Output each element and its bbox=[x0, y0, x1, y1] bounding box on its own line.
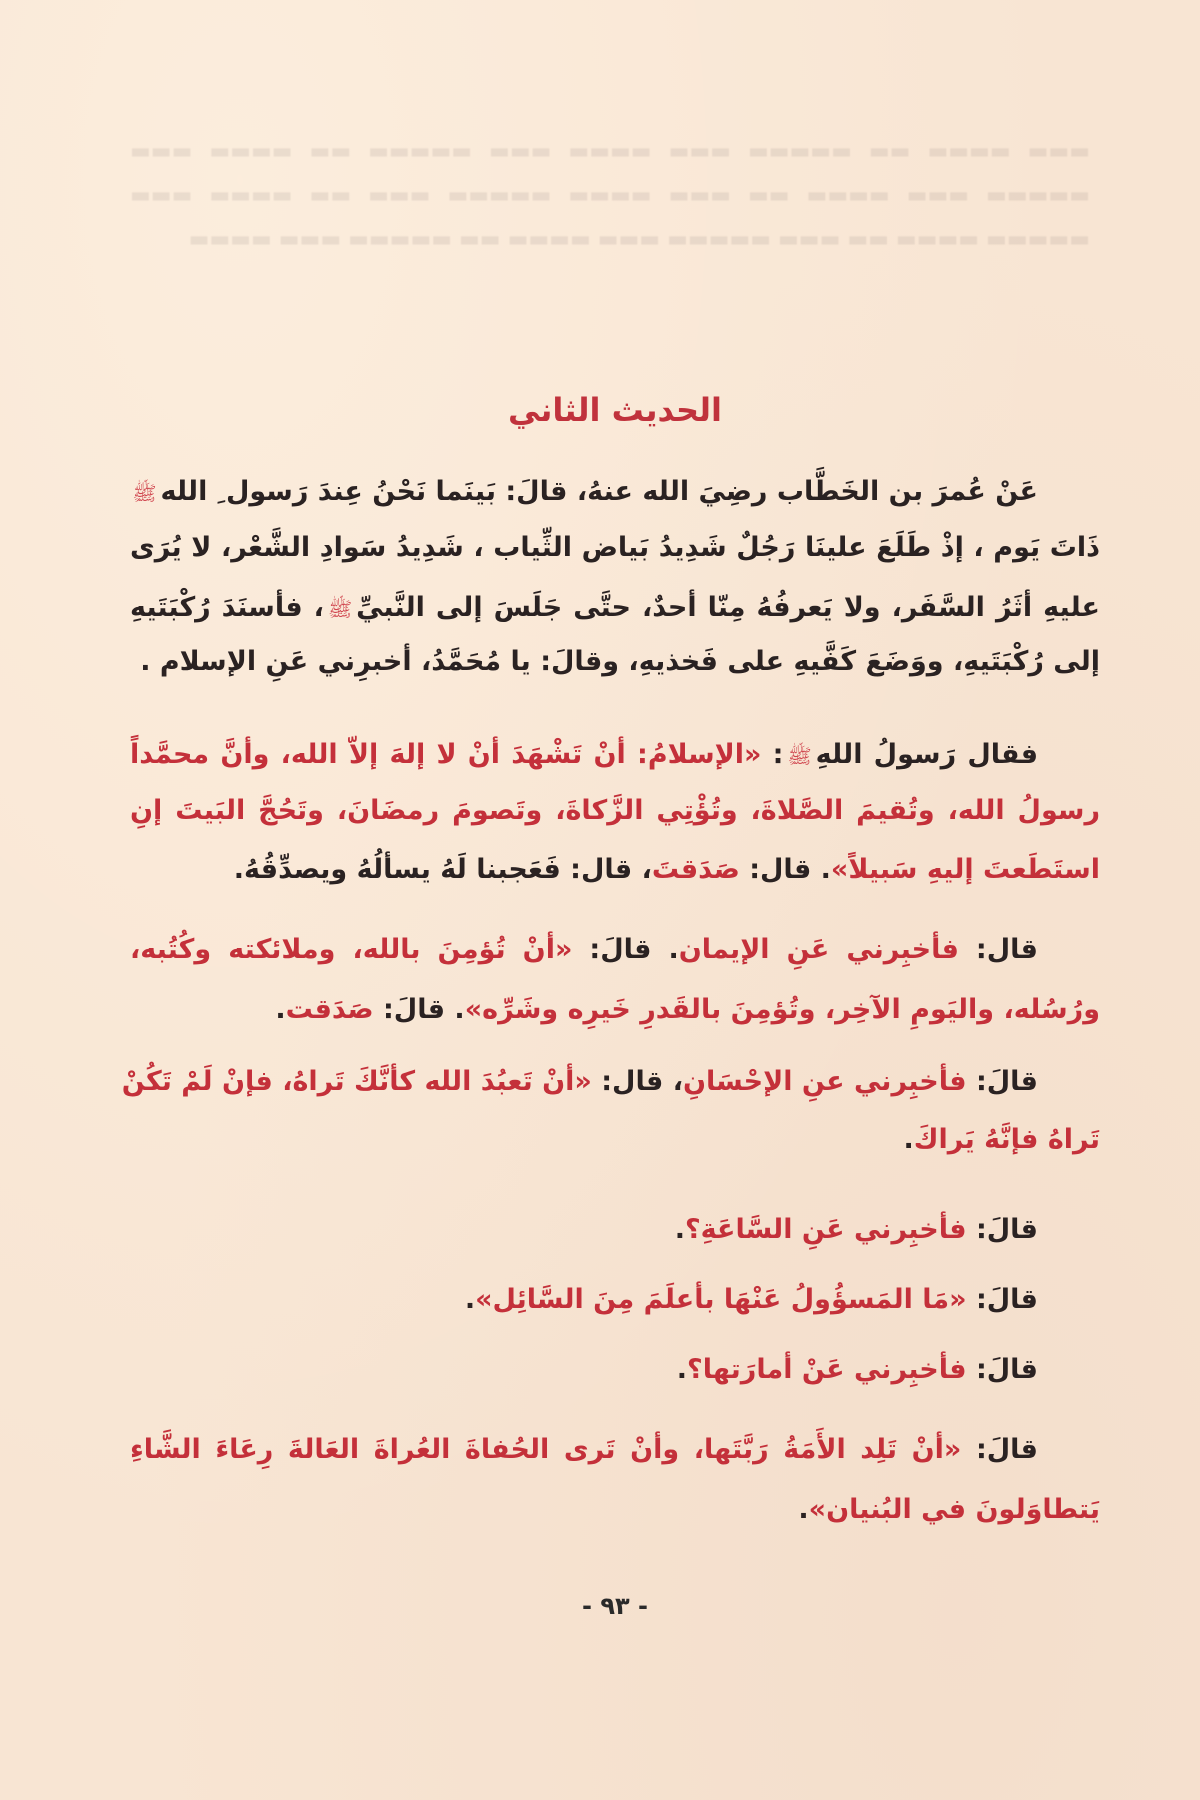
hadith-quote-text: فأخبِرني عَنْ أمارَتها؟ bbox=[687, 1354, 967, 1385]
salawat-icon: ﷺ bbox=[132, 480, 157, 505]
hadith-quote-text: صَدَقتَ bbox=[651, 854, 740, 885]
narration-text: . قالَ: bbox=[373, 994, 465, 1025]
text-line bbox=[130, 1345, 1100, 1395]
text-line bbox=[130, 523, 1100, 573]
hadith-quote-text: رسولُ الله، وتُقيمَ الصَّلاةَ، وتُؤْتِي الزَّكاةَ، وتَصومَ رمضَانَ، وتَحُجَّ البَيتَ إنِ bbox=[130, 795, 1100, 826]
narration-text: عليهِ أثَرُ السَّفَر، ولا يَعرفُهُ مِنّا أحدٌ، حتَّى جَلَسَ إلى النَّبيِّ bbox=[356, 592, 1100, 623]
narration-text: : bbox=[761, 739, 784, 770]
text-line bbox=[130, 730, 1100, 781]
narration-text: . bbox=[464, 1284, 476, 1315]
narration-text: قالَ: bbox=[966, 1354, 1038, 1385]
narration-text: قالَ: bbox=[966, 1214, 1038, 1245]
narration-text: ، قال: bbox=[591, 1066, 683, 1097]
narration-text: . قالَ: bbox=[572, 934, 679, 965]
bleed-through-texture: ▬▬▬ ▬▬▬▬ ▬▬ ▬▬▬▬▬ ▬▬▬ ▬▬▬▬ ▬▬▬ ▬▬▬▬▬ ▬▬ ▬▬▬▬ ▬▬▬ ▬▬▬▬▬ ▬▬▬ ▬▬▬▬ ▬▬ ▬▬▬ ▬▬▬▬ ▬▬▬▬▬ ▬▬▬ ▬▬ ▬▬▬▬ ▬▬▬ ▬▬▬▬▬ ▬▬▬▬ ▬▬ ▬▬▬ ▬▬▬▬▬ ▬▬▬ ▬▬▬▬ ▬▬ ▬▬▬▬▬ ▬▬▬ ▬▬▬▬ bbox=[130, 139, 1090, 252]
narration-text: قالَ: bbox=[966, 1284, 1038, 1315]
hadith-quote-text: «أنْ تَعبُدَ الله كأنَّكَ تَراهُ، فإنْ لَمْ تَكُنْ bbox=[121, 1066, 592, 1097]
narration-text: قال: bbox=[958, 934, 1038, 965]
narration-text: عَنْ عُمرَ بن الخَطَّاب رضِيَ الله عنهُ، قالَ: بَينَما نَحْنُ عِندَ رَسول ِ الله bbox=[160, 476, 1038, 507]
hadith-quote-text: فأخبِرني عنِ الإحْسَانِ bbox=[682, 1066, 967, 1097]
hadith-quote-text: «أنْ تَلِد الأَمَةُ رَبَّتَها، وأنْ تَرى الحُفاةَ العُراةَ العَالةَ رِعَاءَ الشَّاءِ bbox=[130, 1434, 962, 1465]
text-line bbox=[130, 845, 1100, 895]
hadith-quote-text: تَراهُ فإنَّهُ يَراكَ bbox=[913, 1124, 1100, 1155]
narration-text: فقال رَسولُ اللهِ bbox=[815, 739, 1038, 770]
text-line bbox=[130, 1485, 1100, 1535]
narration-text: . bbox=[275, 994, 286, 1025]
text-line bbox=[130, 1205, 1100, 1255]
narration-text: . bbox=[676, 1354, 688, 1385]
narration-text: ذَاتَ يَوم ، إذْ طَلَعَ علينَا رَجُلٌ شَدِيدُ بَياض الثِّياب ، شَدِيدُ سَوادِ الشَّعْر، لا يُرَى bbox=[130, 532, 1100, 563]
narration-text: قالَ: bbox=[961, 1434, 1038, 1465]
page-number: - ٩٣ - bbox=[582, 1592, 648, 1620]
narration-text: قالَ: bbox=[966, 1066, 1038, 1097]
hadith-quote-text: استَطَعتَ إليهِ سَبيلاً» bbox=[830, 854, 1100, 885]
hadith-quote-text: فأخبِرني عَنِ الإيمان bbox=[678, 934, 959, 965]
hadith-quote-text: «مَا المَسؤُولُ عَنْهَا بأعلَمَ مِنَ السَّائِل» bbox=[475, 1284, 967, 1315]
text-line bbox=[130, 467, 1100, 518]
salawat-icon: ﷺ bbox=[327, 596, 353, 621]
narration-text: . bbox=[903, 1124, 914, 1155]
narration-text: ، فأسنَدَ رُكْبَتَيهِ bbox=[130, 592, 324, 623]
text-line bbox=[121, 1057, 1100, 1107]
text-line bbox=[130, 583, 1100, 634]
page-title: الحديث الثاني bbox=[507, 391, 722, 429]
text-line bbox=[130, 925, 1100, 975]
text-line bbox=[130, 1275, 1100, 1325]
narration-text: . قال: bbox=[739, 854, 831, 885]
hadith-quote-text: صَدَقت bbox=[285, 994, 374, 1025]
hadith-quote-text: ورُسُله، واليَومِ الآخِر، وتُؤمِنَ بالقَدرِ خَيرِه وشَرِّه» bbox=[464, 994, 1100, 1025]
narration-text: . bbox=[798, 1494, 809, 1525]
salawat-icon: ﷺ bbox=[787, 743, 812, 768]
hadith-quote-text: يَتطاوَلونَ في البُنيان» bbox=[808, 1494, 1100, 1525]
hadith-quote-text: فأخبِرني عَنِ السَّاعَةِ؟ bbox=[684, 1214, 967, 1245]
hadith-quote-text: «الإسلامُ: أنْ تَشْهَدَ أنْ لا إلهَ إلاّ الله، وأنَّ محمَّداً bbox=[130, 739, 762, 770]
text-line bbox=[130, 786, 1100, 836]
narration-text: ، قال: فَعَجبنا لَهُ يسألُهُ ويصدِّقُهُ. bbox=[233, 854, 652, 885]
narration-text: إلى رُكْبَتَيهِ، ووَضَعَ كَفَّيهِ على فَخذيهِ، وقالَ: يا مُحَمَّدُ، أخبرِني عَنِ الإسلام . bbox=[140, 646, 1100, 677]
text-line bbox=[130, 1115, 1100, 1165]
text-line bbox=[130, 637, 1100, 687]
narration-text: . bbox=[674, 1214, 685, 1245]
text-line bbox=[130, 1425, 1100, 1475]
text-line bbox=[130, 985, 1100, 1035]
hadith-quote-text: «أنْ تُؤمِنَ بالله، وملائكته وكُتُبه، bbox=[130, 934, 573, 965]
